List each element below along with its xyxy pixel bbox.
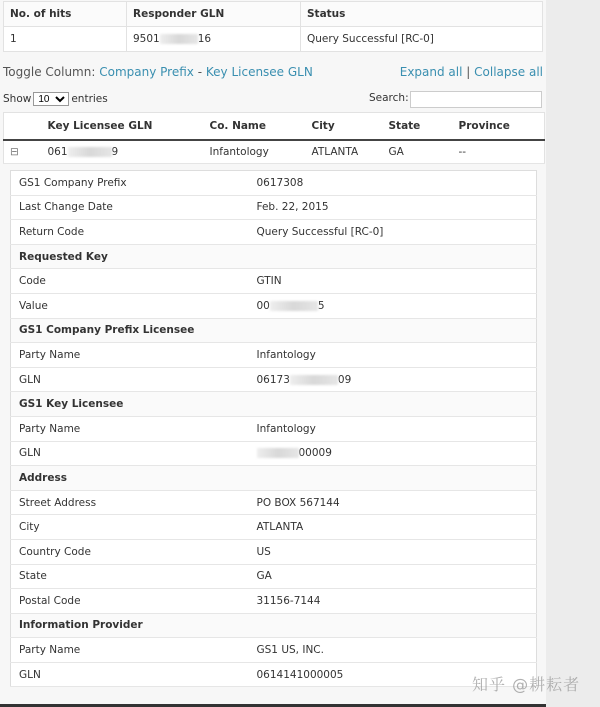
section-title: Requested Key — [11, 244, 537, 269]
hits-table — [3, 1, 543, 52]
detail-row — [11, 343, 537, 368]
detail-value: 00009 — [249, 441, 537, 466]
detail-value: PO BOX 567144 — [249, 490, 537, 515]
section-header — [11, 318, 537, 343]
detail-row — [11, 638, 537, 663]
detail-value: 0614141000005 — [249, 662, 537, 687]
hits-count: 1 — [4, 27, 127, 52]
responder-gln: 9501 16 — [127, 27, 301, 52]
detail-label: GS1 Company Prefix — [11, 171, 249, 196]
detail-value: 31156-7144 — [249, 589, 537, 614]
detail-row — [11, 662, 537, 687]
toggle-company-prefix-link[interactable]: Company Prefix — [99, 65, 194, 79]
col-header: Status — [301, 2, 543, 27]
entries-length: Show 10 entries — [3, 92, 108, 106]
detail-row — [11, 589, 537, 614]
key-licensee-gln: 061 9 — [42, 140, 204, 164]
detail-label: GLN — [11, 367, 249, 392]
detail-label: City — [11, 515, 249, 540]
detail-row — [11, 416, 537, 441]
table-row — [4, 27, 543, 52]
detail-label: Party Name — [11, 638, 249, 663]
detail-label: Postal Code — [11, 589, 249, 614]
col-header: Responder GLN — [127, 2, 301, 27]
detail-row — [11, 490, 537, 515]
collapse-row-icon[interactable]: ⊟ — [4, 140, 42, 164]
entries-select[interactable] — [33, 92, 69, 106]
detail-value: US — [249, 539, 537, 564]
detail-value: 00 5 — [249, 293, 537, 318]
detail-label: Street Address — [11, 490, 249, 515]
section-header — [11, 244, 537, 269]
section-title: Address — [11, 466, 537, 491]
detail-row — [11, 441, 537, 466]
watermark: 知乎 @耕耘者 — [472, 675, 581, 694]
detail-table — [10, 170, 537, 687]
detail-value: GTIN — [249, 269, 537, 294]
detail-value: Infantology — [249, 343, 537, 368]
detail-value: 06173 09 — [249, 367, 537, 392]
detail-row — [11, 293, 537, 318]
right-margin — [546, 0, 600, 707]
col-header[interactable]: State — [383, 113, 453, 140]
search-box: Search: — [369, 92, 409, 104]
section-header — [11, 466, 537, 491]
detail-label: Last Change Date — [11, 195, 249, 220]
state: GA — [383, 140, 453, 164]
detail-row — [11, 269, 537, 294]
detail-row — [11, 515, 537, 540]
section-title: GS1 Company Prefix Licensee — [11, 318, 537, 343]
detail-row — [11, 171, 537, 196]
detail-value: GA — [249, 564, 537, 589]
col-header[interactable]: Key Licensee GLN — [42, 113, 204, 140]
detail-value: ATLANTA — [249, 515, 537, 540]
table-row[interactable] — [4, 140, 545, 164]
detail-value: GS1 US, INC. — [249, 638, 537, 663]
province: -- — [453, 140, 545, 164]
detail-label: Code — [11, 269, 249, 294]
detail-row — [11, 195, 537, 220]
toggle-column: Toggle Column: Company Prefix - Key Licensee GLN — [3, 65, 313, 79]
section-title: GS1 Key Licensee — [11, 392, 537, 417]
status: Query Successful [RC-0] — [301, 27, 543, 52]
results-table — [3, 112, 545, 164]
company-name: Infantology — [204, 140, 306, 164]
detail-value: 0617308 — [249, 171, 537, 196]
detail-value: Infantology — [249, 416, 537, 441]
col-header: No. of hits — [4, 2, 127, 27]
expand-all-link[interactable]: Expand all — [399, 65, 463, 79]
detail-label: State — [11, 564, 249, 589]
detail-label: Party Name — [11, 343, 249, 368]
detail-row — [11, 539, 537, 564]
detail-label: Party Name — [11, 416, 249, 441]
col-header[interactable]: Province — [453, 113, 545, 140]
detail-label: GLN — [11, 662, 249, 687]
detail-label: Return Code — [11, 220, 249, 245]
city: ATLANTA — [306, 140, 383, 164]
col-header[interactable]: City — [306, 113, 383, 140]
section-header — [11, 613, 537, 638]
detail-value: Query Successful [RC-0] — [249, 220, 537, 245]
detail-label: Country Code — [11, 539, 249, 564]
toggle-key-licensee-link[interactable]: Key Licensee GLN — [205, 65, 313, 79]
detail-row — [11, 367, 537, 392]
detail-label: GLN — [11, 441, 249, 466]
section-title: Information Provider — [11, 613, 537, 638]
col-header[interactable]: Co. Name — [204, 113, 306, 140]
detail-row — [11, 564, 537, 589]
collapse-all-link[interactable]: Collapse all — [474, 65, 543, 79]
expand-collapse: Expand all | Collapse all — [399, 65, 543, 79]
search-input[interactable] — [410, 91, 542, 108]
detail-row — [11, 220, 537, 245]
section-header — [11, 392, 537, 417]
detail-value: Feb. 22, 2015 — [249, 195, 537, 220]
detail-label: Value — [11, 293, 249, 318]
